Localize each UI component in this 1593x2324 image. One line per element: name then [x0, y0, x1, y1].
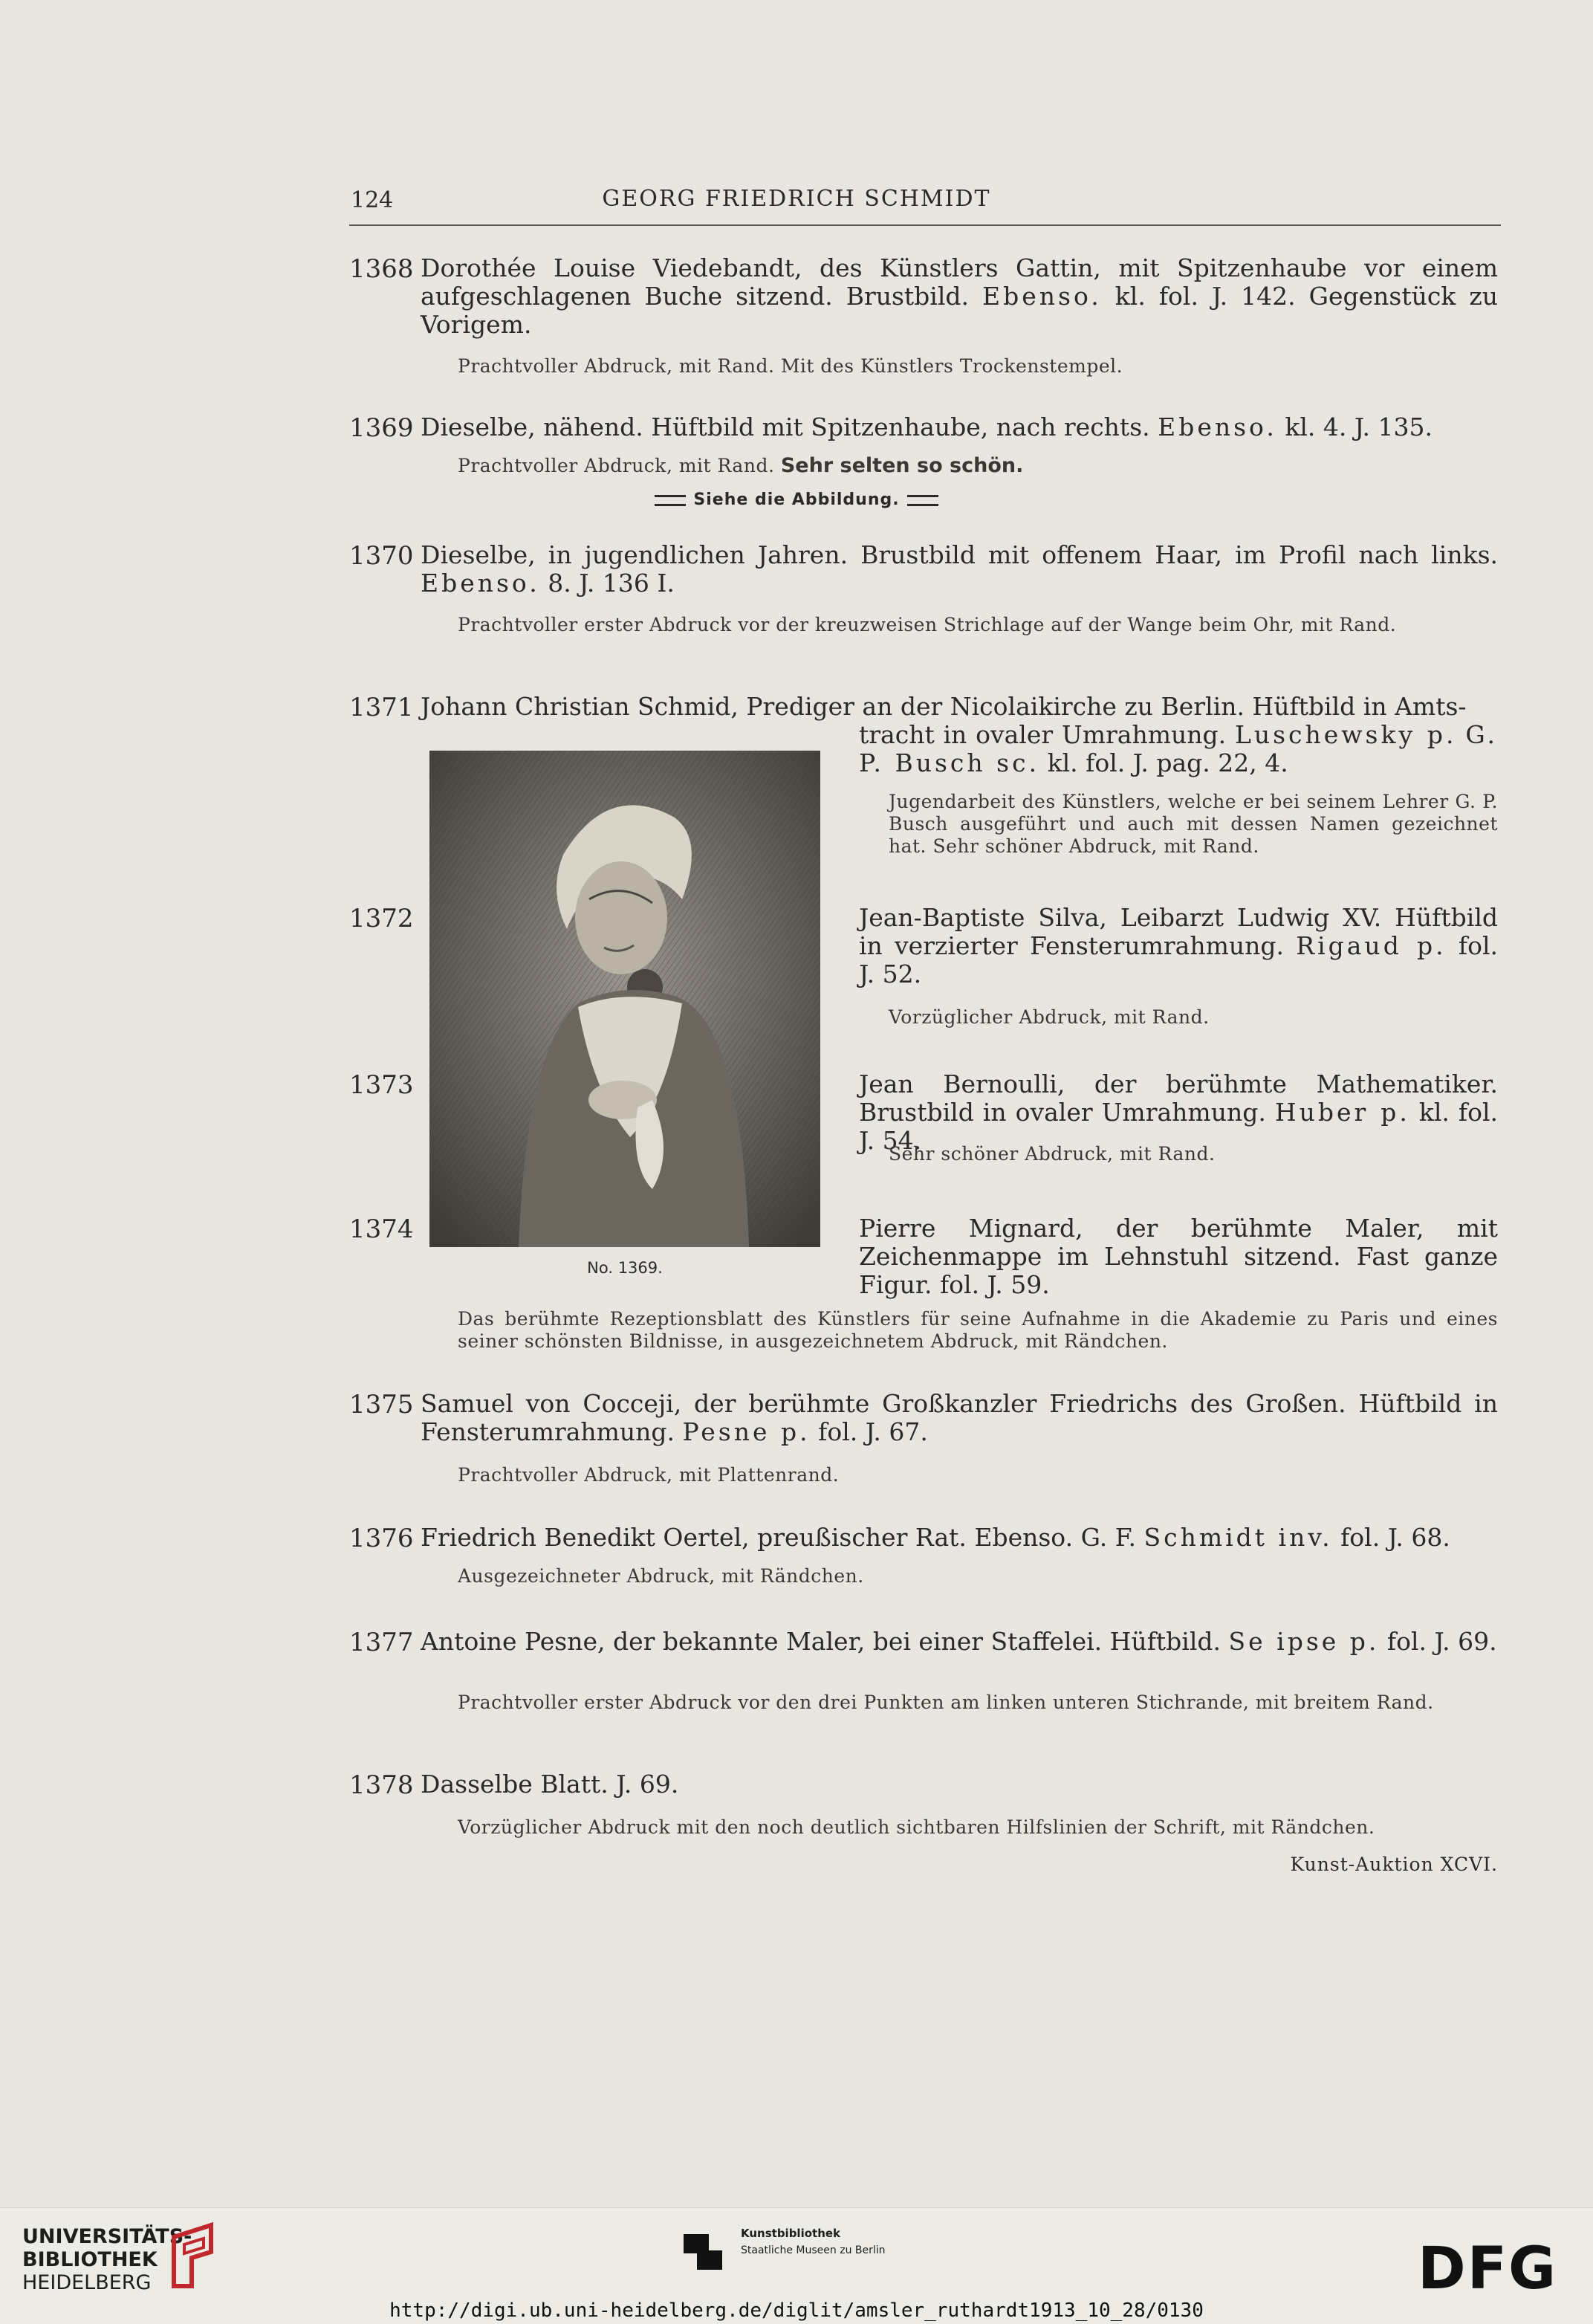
entry-note-1377: Prachtvoller erster Abdruck vor den drei Punkten am linken unteren Stichrande, mit breitem Rand. [458, 1692, 1434, 1713]
entry-title: Jean Bernoulli, der berühmte Mathematiker. Brustbild in ovaler Umrahmung. [859, 1069, 1498, 1127]
entry-text-1371 [859, 721, 1498, 777]
kunstbibliothek-logo[interactable] [741, 2225, 886, 2259]
entry-number-1372: 1372 [349, 904, 414, 933]
entry-note-emphasis: Sehr selten so schön. [780, 454, 1024, 477]
entry-details: kl. 4. J. 135. [1285, 412, 1433, 441]
double-rule-right [907, 495, 938, 506]
kb-subtitle: Staatliche Museen zu Berlin [741, 2244, 886, 2256]
entry-title: Dieselbe, in jugendlichen Jahren. Brustbild mit offenem Haar, im Profil nach links. [421, 540, 1498, 569]
entry-artist: Pesne p. [682, 1417, 811, 1446]
entry-details: kl. fol. J. pag. 22, 4. [1047, 748, 1288, 777]
entry-text-1378: Dasselbe Blatt. J. 69. [421, 1770, 679, 1799]
entry-number-1373: 1373 [349, 1070, 414, 1100]
entry-artist: Se ipse p. [1228, 1627, 1380, 1656]
engraving-portrait-image [429, 751, 820, 1247]
entry-line-1371: Johann Christian Schmid, Prediger an der Nicolaikirche zu Berlin. Hüftbild in Amts- [421, 692, 1467, 721]
entry-note-1369 [458, 455, 1498, 477]
entry-ebenso: Ebenso. [421, 569, 540, 598]
entry-text-1375 [421, 1390, 1498, 1446]
entry-number-1377: 1377 [349, 1628, 414, 1657]
entry-text-1377 [421, 1628, 1498, 1656]
entry-note-1374: Das berühmte Rezeptionsblatt des Künstlers für seine Aufnahme in die Akademie zu Paris und eines seiner schönsten Bildnisse, in ausgezeichnetem Abdruck, mit Rändchen. [458, 1308, 1498, 1352]
entry-title: Jean-Baptiste Silva, Leibarzt Ludwig XV. Hüftbild in verzierter Fensterumrahmung. [859, 903, 1498, 960]
kunstbibliothek-emblem-icon [679, 2227, 727, 2274]
entry-artist: Luschewsky p. [1234, 720, 1457, 749]
entry-text-1369 [421, 413, 1498, 441]
see-illustration-label: Siehe die Abbildung. [693, 491, 900, 509]
running-title: GEORG FRIEDRICH SCHMIDT [602, 186, 991, 212]
entry-artist: Rigaud p. [1296, 931, 1447, 960]
entry-title: Dieselbe, nähend. Hüftbild mit Spitzenhaube, nach rechts. [421, 412, 1150, 441]
entry-text-1376 [421, 1524, 1498, 1552]
entry-number-1368: 1368 [349, 254, 414, 284]
header-rule [349, 224, 1501, 226]
entry-details: kl. fol. J. 54. [859, 1098, 1498, 1155]
see-illustration-line [0, 491, 1593, 509]
ub-heidelberg-emblem-icon [159, 2222, 223, 2289]
entry-ebenso: Ebenso. [1158, 412, 1277, 441]
entry-details: fol. J. 69. [1386, 1627, 1497, 1656]
entry-artist: Huber p. [1274, 1098, 1410, 1127]
ub-logo-line3: HEIDELBERG [22, 2271, 152, 2294]
entry-number-1376: 1376 [349, 1524, 414, 1553]
entry-title: tracht in ovaler Umrahmung. [859, 720, 1227, 749]
entry-number-1371: 1371 [349, 693, 414, 722]
entry-details: 8. J. 136 I. [548, 569, 675, 598]
entry-details: kl. fol. J. 142. Gegenstück zu Vorigem. [421, 282, 1498, 339]
entry-text-1370 [421, 541, 1498, 598]
double-rule-left [655, 495, 686, 506]
entry-title: Dorothée Louise Viedebandt, des Künstlers Gattin, mit Spitzenhaube vor einem aufgeschlagenen Buche sitzend. Brustbild. [421, 253, 1498, 311]
entry-note-1371: Jugendarbeit des Künstlers, welche er bei seinem Lehrer G. P. Busch ausgeführt und auch mit dessen Namen gezeichnet hat. Sehr schöner Abdruck, mit Rand. [889, 791, 1498, 857]
dfg-logo[interactable]: DFG [1418, 2236, 1558, 2302]
entry-note-1372: Vorzüglicher Abdruck, mit Rand. [889, 1006, 1210, 1028]
entry-details: fol. J. 68. [1340, 1523, 1450, 1552]
entry-text-1372 [859, 904, 1498, 988]
page-number: 124 [351, 187, 394, 213]
entry-title: Antoine Pesne, der bekannte Maler, bei einer Staffelei. Hüftbild. [421, 1627, 1221, 1656]
permalink-url[interactable]: http://digi.ub.uni-heidelberg.de/diglit/amsler_ruthardt1913_10_28/0130 [389, 2299, 1204, 2322]
entry-text-1368 [421, 254, 1498, 339]
entry-text-1373 [859, 1070, 1498, 1155]
entry-note-1373: Sehr schöner Abdruck, mit Rand. [889, 1143, 1216, 1165]
entry-number-1375: 1375 [349, 1390, 414, 1420]
entry-details: fol. J. 67. [818, 1417, 928, 1446]
engraving-illustration [429, 751, 820, 1247]
entry-number-1369: 1369 [349, 413, 414, 443]
entry-note-1375: Prachtvoller Abdruck, mit Plattenrand. [458, 1464, 840, 1486]
entry-number-1374: 1374 [349, 1214, 414, 1244]
auction-signature: Kunst-Auktion XCVI. [1290, 1854, 1498, 1875]
entry-note-text: Prachtvoller Abdruck, mit Rand. [458, 455, 775, 476]
plate-caption: No. 1369. [587, 1259, 663, 1277]
entry-note-1368: Prachtvoller Abdruck, mit Rand. Mit des Künstlers Trockenstempel. [458, 355, 1123, 377]
entry-ebenso: Ebenso. [982, 282, 1102, 311]
entry-text-1374: Pierre Mignard, der berühmte Maler, mit Zeichenmappe im Lehnstuhl sitzend. Fast ganze Figur. fol. J. 59. [859, 1214, 1498, 1299]
entry-number-1370: 1370 [349, 541, 414, 571]
entry-artist: Schmidt inv. [1143, 1523, 1333, 1552]
entry-note-1378: Vorzüglicher Abdruck mit den noch deutlich sichtbaren Hilfslinien der Schrift, mit Rändchen. [458, 1816, 1375, 1838]
entry-note-1376: Ausgezeichneter Abdruck, mit Rändchen. [458, 1565, 864, 1587]
kb-title: Kunstbibliothek [741, 2227, 841, 2240]
entry-number-1378: 1378 [349, 1770, 414, 1800]
entry-engraver: G. P. Busch sc. [859, 720, 1499, 777]
entry-note-1370: Prachtvoller erster Abdruck vor der kreuzweisen Strichlage auf der Wange beim Ohr, mit Rand. [458, 614, 1397, 635]
entry-title: Samuel von Cocceji, der berühmte Großkanzler Friedrichs des Großen. Hüftbild in Fensterumrahmung. [421, 1389, 1498, 1446]
ub-logo-line1: UNIVERSITÄTS- [22, 2225, 192, 2248]
entry-title: Friedrich Benedikt Oertel, preußischer Rat. Ebenso. G. F. [421, 1523, 1136, 1552]
ub-logo-line2: BIBLIOTHEK [22, 2248, 158, 2271]
entry-details: fol. J. 52. [859, 931, 1498, 988]
